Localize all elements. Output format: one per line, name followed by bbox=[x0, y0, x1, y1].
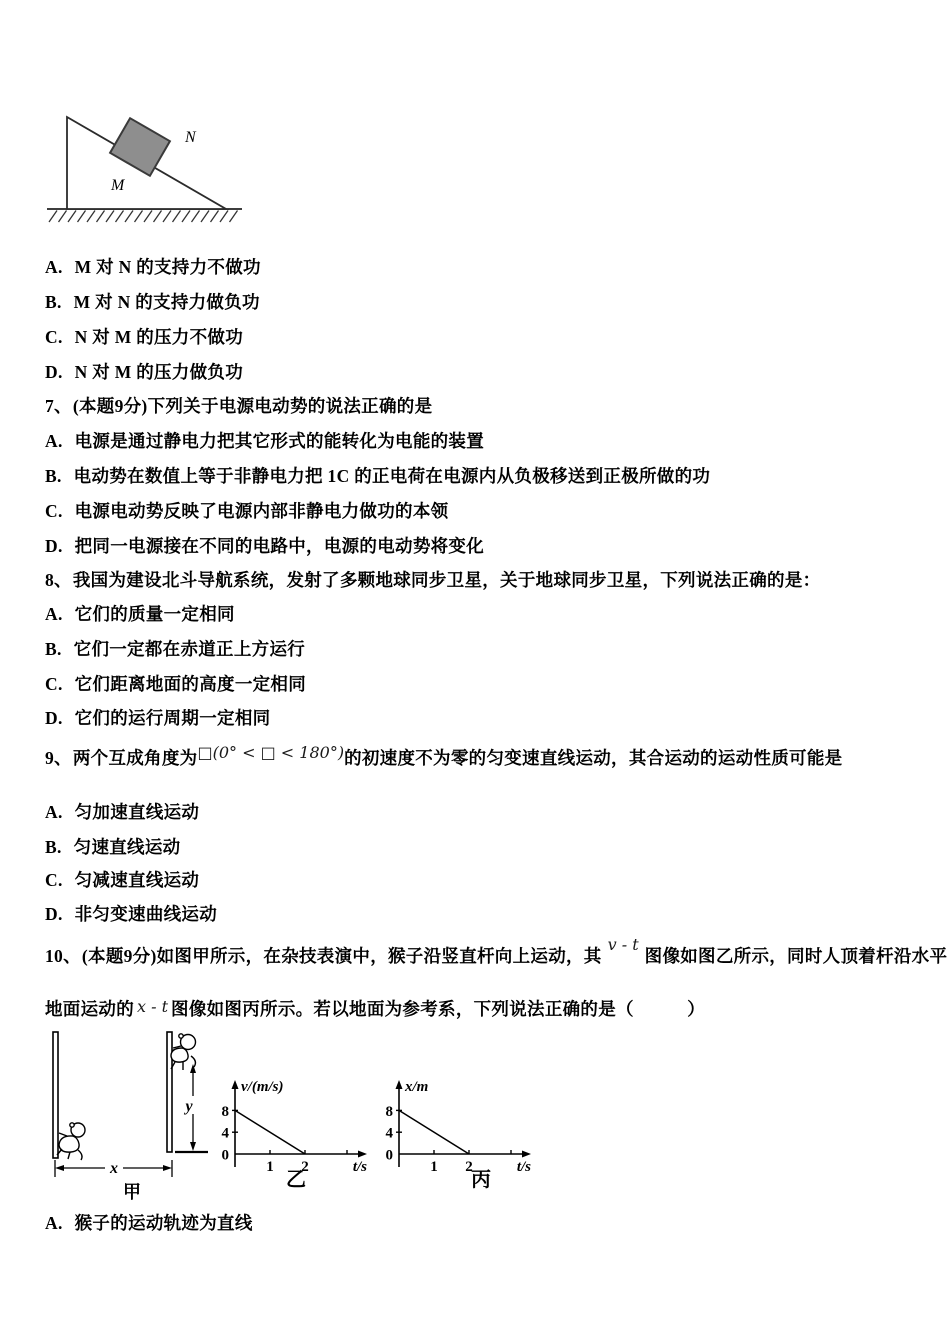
svg-text:2: 2 bbox=[465, 1159, 473, 1175]
question-text: (本题9分)下列关于电源电动势的说法正确的是 bbox=[72, 396, 433, 416]
svg-text:0: 0 bbox=[221, 1147, 229, 1164]
monkey-bottom bbox=[57, 1123, 85, 1160]
option-label: B. bbox=[45, 466, 62, 486]
option-text: 匀速直线运动 bbox=[73, 837, 181, 857]
x-t-graph bbox=[374, 1076, 539, 1196]
v-t-formula: v - t bbox=[607, 935, 639, 954]
q10-option-a bbox=[45, 1213, 253, 1233]
option-text: 电源是通过静电力把其它形式的能转化为电能的装置 bbox=[74, 431, 485, 451]
option-text: 猴子的运动轨迹为直线 bbox=[74, 1213, 253, 1233]
svg-text:丙: 丙 bbox=[471, 1169, 491, 1191]
svg-text:t/s: t/s bbox=[516, 1159, 531, 1175]
option-text: N 对 M 的压力不做功 bbox=[74, 327, 244, 347]
question-text: 图像如图丙所示。若以地面为参考系，下列说法正确的是（ ） bbox=[171, 999, 706, 1019]
figure-jia-caption: 甲 bbox=[123, 1182, 141, 1202]
svg-text:2: 2 bbox=[301, 1159, 309, 1175]
svg-text:t/s: t/s bbox=[352, 1159, 367, 1175]
question-number: 10、 bbox=[45, 946, 81, 966]
q8-option-c bbox=[45, 674, 306, 694]
option-text: 它们距离地面的高度一定相同 bbox=[74, 674, 307, 694]
q6-option-b bbox=[45, 292, 260, 312]
q10-stem-line2 bbox=[45, 999, 705, 1020]
option-text: 它们一定都在赤道正上方运行 bbox=[73, 639, 306, 659]
option-label: D. bbox=[45, 362, 63, 382]
q7-option-c bbox=[45, 501, 448, 521]
left-pole bbox=[53, 1032, 58, 1158]
svg-text:v/(m/s): v/(m/s) bbox=[241, 1079, 284, 1095]
chart-svg bbox=[210, 1076, 375, 1196]
option-text: 匀减速直线运动 bbox=[74, 870, 200, 890]
q7-stem bbox=[45, 396, 432, 416]
option-label: C. bbox=[45, 327, 63, 347]
right-pole bbox=[167, 1032, 172, 1152]
x-distance-label: x bbox=[110, 1160, 118, 1177]
option-text: M 对 N 的支持力做负功 bbox=[73, 292, 260, 312]
q9-option-a bbox=[45, 802, 199, 822]
option-text: N 对 M 的压力做负功 bbox=[74, 362, 244, 382]
q8-stem bbox=[45, 570, 820, 590]
option-label: A. bbox=[45, 802, 63, 822]
angle-formula: □(0° < □ < 180°) bbox=[197, 743, 345, 762]
option-label: B. bbox=[45, 292, 62, 312]
svg-text:8: 8 bbox=[221, 1103, 229, 1120]
question-number: 9、 bbox=[45, 748, 72, 768]
svg-text:1: 1 bbox=[430, 1159, 438, 1175]
option-text: 它们的质量一定相同 bbox=[74, 604, 235, 624]
option-label: D. bbox=[45, 536, 63, 556]
y-distance-label: y bbox=[185, 1098, 193, 1115]
q6-option-a bbox=[45, 257, 261, 277]
wedge-M-label: M bbox=[111, 177, 125, 194]
option-label: A. bbox=[45, 604, 63, 624]
option-text: 非匀变速曲线运动 bbox=[74, 904, 218, 924]
q9-option-c bbox=[45, 870, 199, 890]
acrobat-poles-figure bbox=[45, 1030, 225, 1210]
option-label: B. bbox=[45, 639, 62, 659]
question-number: 8、 bbox=[45, 570, 72, 590]
question-number: 7、 bbox=[45, 396, 72, 416]
option-label: C. bbox=[45, 674, 63, 694]
option-label: A. bbox=[45, 431, 63, 451]
option-label: C. bbox=[45, 870, 63, 890]
option-label: D. bbox=[45, 904, 63, 924]
svg-text:4: 4 bbox=[221, 1125, 229, 1142]
option-text: 匀加速直线运动 bbox=[74, 802, 200, 822]
q8-option-a bbox=[45, 604, 235, 624]
q7-option-a bbox=[45, 431, 484, 451]
x-t-formula: x - t bbox=[137, 997, 169, 1016]
option-text: 把同一电源接在不同的电路中，电源的电动势将变化 bbox=[74, 536, 485, 556]
question-text: 地面运动的 bbox=[45, 999, 134, 1019]
q8-option-d bbox=[45, 708, 270, 728]
option-label: B. bbox=[45, 837, 62, 857]
q6-option-d bbox=[45, 362, 243, 382]
monkey-top bbox=[171, 1034, 196, 1070]
svg-text:x/m: x/m bbox=[405, 1079, 429, 1095]
option-label: C. bbox=[45, 501, 63, 521]
q10-stem-line1 bbox=[45, 935, 948, 967]
chart-svg bbox=[374, 1076, 539, 1196]
q9-stem bbox=[45, 743, 843, 769]
q9-option-d bbox=[45, 904, 217, 924]
q6-option-c bbox=[45, 327, 243, 347]
option-text: 电动势在数值上等于非静电力把 1C 的正电荷在电源内从负极移送到正极所做的功 bbox=[73, 466, 711, 486]
svg-text:1: 1 bbox=[266, 1159, 274, 1175]
question-text: 两个互成角度为 bbox=[72, 748, 198, 768]
svg-text:乙: 乙 bbox=[286, 1169, 306, 1191]
svg-text:8: 8 bbox=[385, 1103, 393, 1120]
q8-option-b bbox=[45, 639, 305, 659]
block-N-label: N bbox=[185, 129, 196, 146]
option-text: 电源电动势反映了电源内部非静电力做功的本领 bbox=[74, 501, 449, 521]
svg-text:0: 0 bbox=[385, 1147, 393, 1164]
question-text: 图像如图乙所示，同时人顶着杆沿水平 bbox=[644, 946, 948, 966]
q9-option-b bbox=[45, 837, 180, 857]
option-label: A. bbox=[45, 1213, 63, 1233]
question-text: 我国为建设北斗导航系统，发射了多颗地球同步卫星，关于地球同步卫星，下列说法正确的是： bbox=[72, 570, 821, 590]
option-text: 它们的运行周期一定相同 bbox=[74, 708, 271, 728]
question-text: (本题9分)如图甲所示，在杂技表演中，猴子沿竖直杆向上运动，其 bbox=[81, 946, 602, 966]
q7-option-b bbox=[45, 466, 710, 486]
q7-option-d bbox=[45, 536, 484, 556]
incline-figure bbox=[45, 98, 255, 230]
v-t-graph bbox=[210, 1076, 375, 1196]
question-text: 的初速度不为零的匀变速直线运动，其合运动的运动性质可能是 bbox=[344, 748, 843, 768]
ground bbox=[47, 209, 242, 222]
svg-text:4: 4 bbox=[385, 1125, 393, 1142]
option-label: A. bbox=[45, 257, 63, 277]
option-text: M 对 N 的支持力不做功 bbox=[74, 257, 261, 277]
option-label: D. bbox=[45, 708, 63, 728]
